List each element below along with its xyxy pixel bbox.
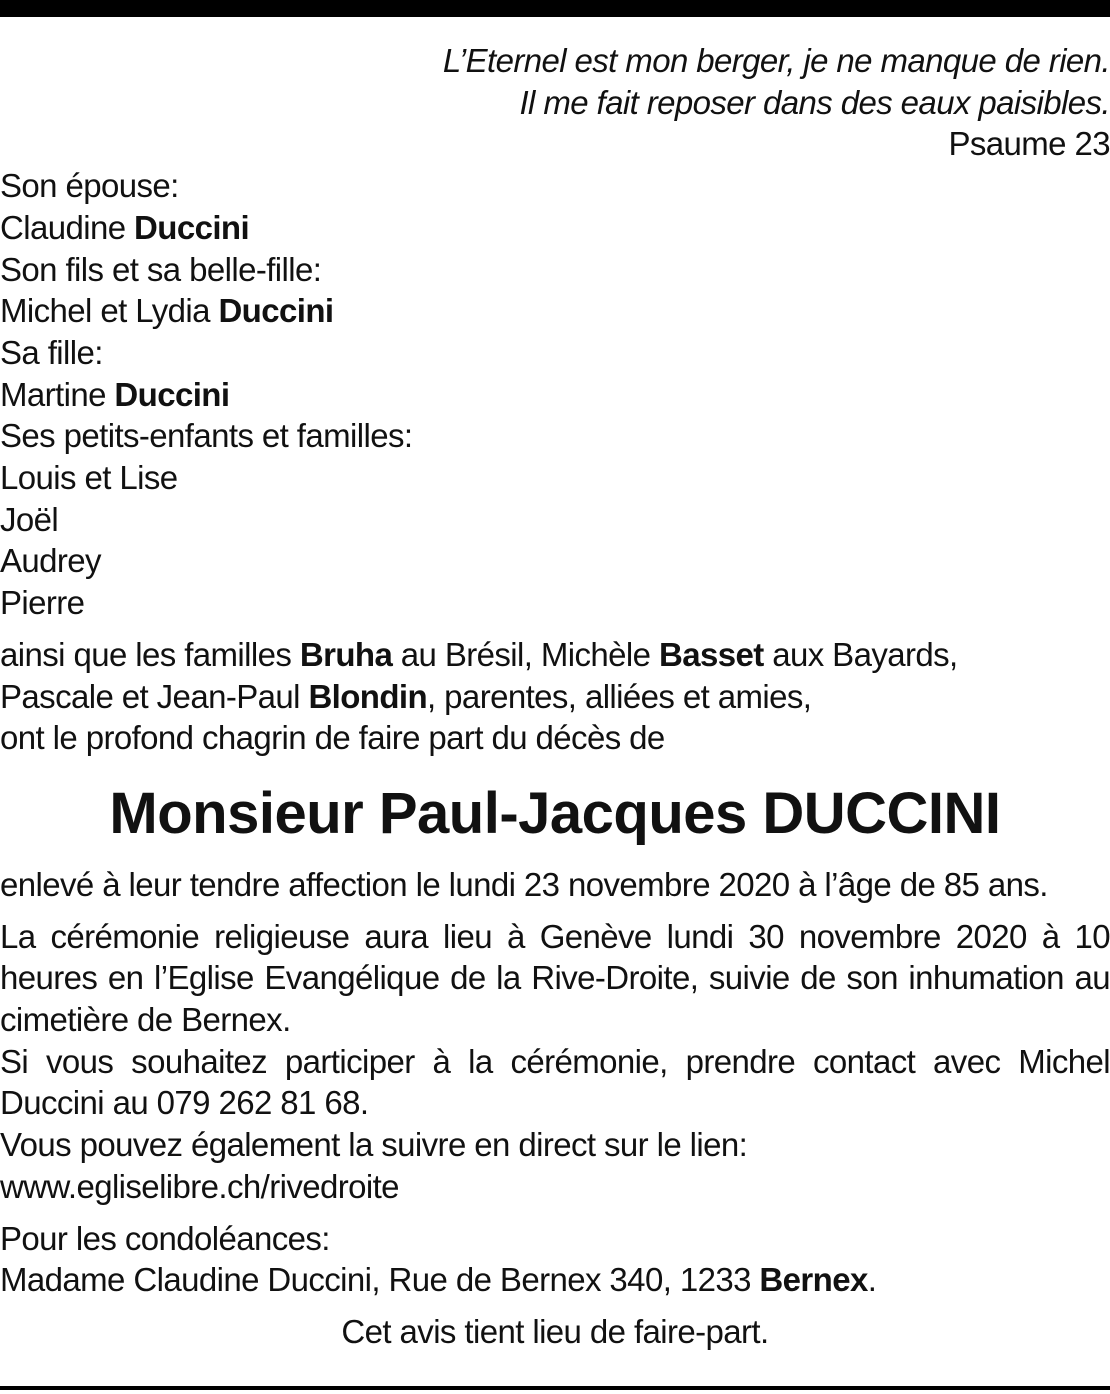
grandchild-name: Pierre xyxy=(0,584,85,622)
condolences-address: Madame Claudine Duccini, Rue de Bernex 340, 1233 Bernex. xyxy=(0,1261,877,1299)
grandchildren-label: Ses petits-enfants et familles: xyxy=(0,417,413,455)
participation-info: Si vous souhaitez participer à la cérémonie, prendre contact avec Michel Duccini au 079 262 81 68. xyxy=(0,1042,1110,1122)
relatives-line-2: Pascale et Jean-Paul Blondin, parentes, alliées et amies, xyxy=(0,677,812,715)
family-list xyxy=(0,165,1110,624)
relatives-line-1: ainsi que les familles Bruha au Brésil, Michèle Basset aux Bayards, xyxy=(0,635,958,673)
closing-note: Cet avis tient lieu de faire-part. xyxy=(341,1312,769,1350)
verse-line-2: Il me fait reposer dans des eaux paisibles. xyxy=(519,83,1110,121)
grandchild-name: Louis et Lise xyxy=(0,459,178,497)
stream-link[interactable]: www.egliselibre.ch/rivedroite xyxy=(0,1167,399,1205)
top-border-rule xyxy=(0,0,1110,17)
spouse-label: Son épouse: xyxy=(0,167,179,205)
deceased-name: Monsieur Paul-Jacques DUCCINI xyxy=(109,780,1001,846)
daughter-name: Martine Duccini xyxy=(0,375,230,413)
death-notice: enlevé à leur tendre affection le lundi 23 novembre 2020 à l’âge de 85 ans. xyxy=(0,865,1048,903)
son-name: Michel et Lydia Duccini xyxy=(0,292,334,330)
spouse-name: Claudine Duccini xyxy=(0,208,250,246)
condolences-label: Pour les condoléances: xyxy=(0,1219,330,1257)
son-label: Son fils et sa belle-fille: xyxy=(0,250,322,288)
bottom-border-rule xyxy=(0,1386,1110,1390)
relatives-line-3: ont le profond chagrin de faire part du décès de xyxy=(0,719,665,757)
stream-label: Vous pouvez également la suivre en direct sur le lien: xyxy=(0,1126,748,1164)
grandchild-name: Joël xyxy=(0,500,59,538)
grandchild-name: Audrey xyxy=(0,542,101,580)
obituary-notice xyxy=(0,40,1110,1353)
verse-line-1: L’Eternel est mon berger, je ne manque de rien. xyxy=(442,42,1110,79)
ceremony-info: La cérémonie religieuse aura lieu à Genève lundi 30 novembre 2020 à 10 heures en l’Eglise Evangélique de la Rive-Droite, suivie de son inhumation au cimetière de Bernex. xyxy=(0,917,1110,1039)
daughter-label: Sa fille: xyxy=(0,333,103,371)
psalm-verse xyxy=(0,40,1110,165)
verse-reference: Psaume 23 xyxy=(948,125,1110,163)
relatives-paragraph xyxy=(0,634,1110,759)
